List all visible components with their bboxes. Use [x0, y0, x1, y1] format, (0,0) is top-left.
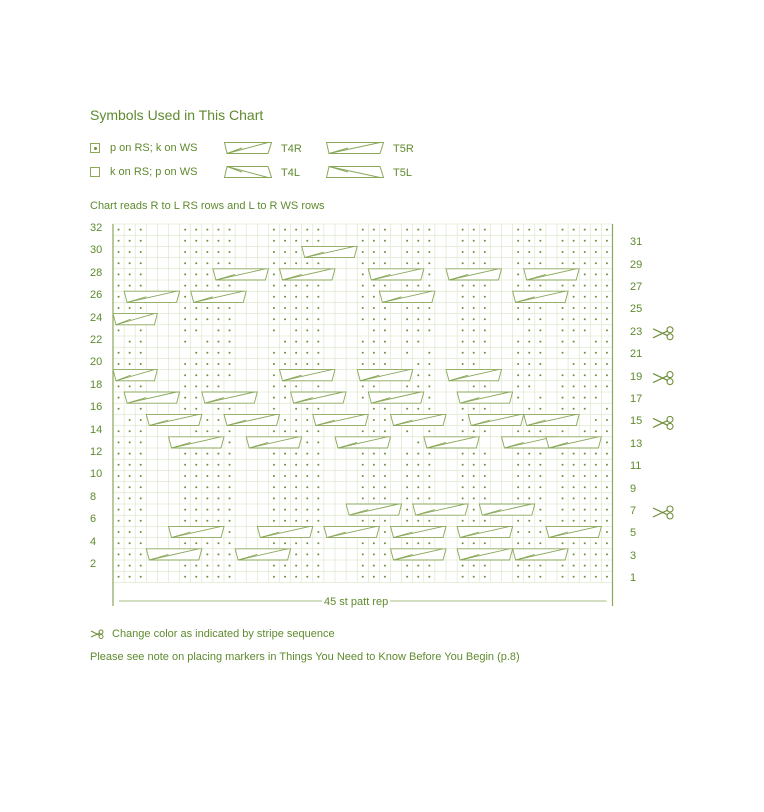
cable-twist-icon	[246, 437, 302, 448]
scissors-icon	[653, 372, 673, 385]
cable-twist-icon	[291, 392, 347, 403]
row-number: 5	[630, 527, 637, 540]
cable-twist-icon	[302, 246, 358, 257]
cable-twist-icon	[513, 549, 569, 560]
legend-purl-label: p on RS; k on WS	[110, 142, 198, 154]
cable-twist-icon	[457, 549, 512, 560]
color-change-markers	[653, 327, 673, 519]
row-number: 23	[630, 325, 643, 338]
legend-t4r-label: T4R	[281, 143, 302, 155]
row-number: 18	[90, 378, 103, 391]
cable-twist-icon	[224, 414, 280, 425]
scissors-icon	[653, 506, 673, 519]
row-number: 31	[630, 236, 643, 249]
cable-twist-icon	[446, 269, 502, 280]
cable-twist-icon	[446, 370, 502, 381]
footer-scissor-note	[90, 628, 335, 640]
legend-t5r-label: T5R	[393, 143, 414, 155]
cable-twist-icon	[524, 269, 580, 280]
row-number: 30	[90, 244, 103, 257]
row-number: 17	[630, 393, 643, 405]
cable-twist-icon	[546, 437, 602, 448]
cable-twist-icon	[413, 504, 469, 515]
row-number: 7	[630, 505, 637, 517]
footer-scissor-text: Change color as indicated by stripe sequence	[112, 628, 335, 640]
row-number: 20	[90, 356, 103, 369]
cable-twist-icon	[124, 392, 180, 403]
row-number: 2	[90, 558, 97, 570]
cable-twist-icon	[357, 370, 413, 381]
row-number: 27	[630, 281, 643, 293]
cable-twist-icon	[146, 549, 202, 560]
cable-twist-icon	[468, 414, 524, 425]
row-number: 32	[90, 222, 103, 234]
scissors-icon	[653, 416, 673, 429]
cable-twist-icon	[513, 291, 569, 302]
row-number: 10	[90, 468, 103, 481]
row-number: 22	[90, 334, 103, 346]
pattern-repeat-label: 45 st patt rep	[324, 596, 389, 608]
legend-knit-label: k on RS; p on WS	[110, 166, 198, 178]
cable-twist-icon	[324, 526, 380, 537]
cable-twist-icon	[424, 437, 480, 448]
cable-twist-icon	[257, 526, 313, 537]
row-number: 26	[90, 289, 103, 302]
row-number: 6	[90, 513, 97, 526]
cable-twist-icon	[391, 549, 447, 560]
row-number: 15	[630, 415, 643, 428]
cable-twist-icon	[346, 504, 402, 515]
row-number: 9	[630, 482, 637, 495]
cable-twist-icon	[113, 370, 157, 381]
cable-twist-icon	[124, 291, 180, 302]
footer-markers-note: Please see note on placing markers in Things You Need to Know Before You Begin (p.8)	[90, 651, 520, 663]
chart-reading-direction-note: Chart reads R to L RS rows and L to R WS rows	[90, 200, 325, 212]
row-number: 12	[90, 446, 103, 458]
row-number: 21	[630, 348, 643, 361]
legend-t5l-label: T5L	[393, 167, 412, 179]
row-number: 14	[90, 423, 103, 436]
cable-twist-icon	[457, 392, 512, 403]
row-number: 8	[90, 490, 97, 503]
row-number: 24	[90, 311, 103, 324]
cable-twist-icon	[146, 414, 202, 425]
cable-twist-icon	[368, 269, 424, 280]
cable-twist-icon	[546, 526, 602, 537]
cable-twist-icon	[169, 437, 225, 448]
cable-twist-icon	[457, 526, 512, 537]
cable-twist-icon	[113, 314, 157, 325]
cable-twist-icon	[524, 414, 580, 425]
row-number: 11	[630, 460, 642, 473]
row-number: 16	[90, 401, 103, 414]
scissors-icon	[90, 629, 106, 639]
row-number: 4	[90, 535, 97, 548]
cable-twist-icon	[379, 291, 435, 302]
cable-twist-icon	[280, 269, 336, 280]
cable-twist-icon	[391, 414, 447, 425]
row-number: 29	[630, 258, 643, 271]
cable-twist-icon	[213, 269, 269, 280]
cable-twist-icon	[202, 392, 257, 403]
row-number: 25	[630, 303, 643, 316]
cable-twist-icon	[313, 414, 369, 425]
cable-twist-icon	[391, 526, 447, 537]
cable-twist-icon	[235, 549, 291, 560]
row-number: 28	[90, 266, 103, 279]
row-number: 1	[630, 572, 637, 585]
chart-legend-title: Symbols Used in This Chart	[90, 107, 264, 123]
cable-twist-icon	[280, 370, 336, 381]
row-number: 13	[630, 437, 643, 450]
scissors-icon	[653, 327, 673, 340]
cable-twist-icon	[368, 392, 424, 403]
cable-twist-icon	[479, 504, 535, 515]
row-number: 3	[630, 549, 637, 562]
legend-t4l-label: T4L	[281, 167, 300, 179]
cable-twist-icon	[335, 437, 391, 448]
row-number: 19	[630, 370, 643, 383]
cable-twist-icon	[191, 291, 247, 302]
cable-twist-icon	[169, 526, 225, 537]
